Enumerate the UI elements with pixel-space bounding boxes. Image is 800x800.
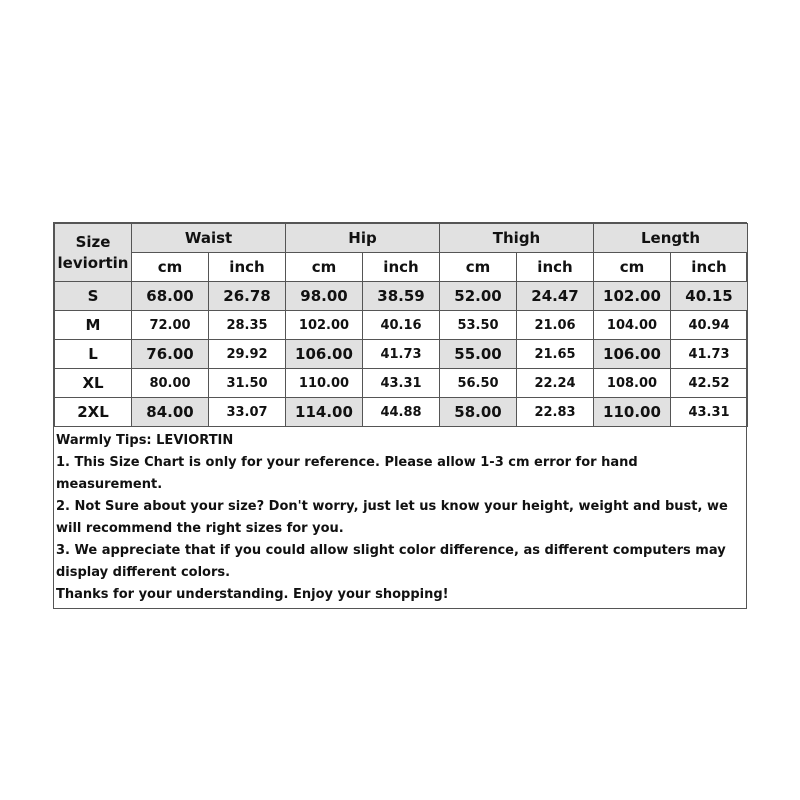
table-row [55, 340, 748, 369]
tips-title: Warmly Tips: LEVIORTIN [56, 433, 234, 448]
size-table [54, 223, 748, 427]
table-row [55, 311, 748, 340]
value-cell: 58.00 [440, 398, 517, 427]
size-cell: L [55, 340, 132, 369]
value-cell: 38.59 [363, 282, 440, 311]
table-row [55, 398, 748, 427]
group-header-waist: Waist [132, 224, 286, 253]
unit-header-cell: inch [671, 253, 748, 282]
value-cell: 84.00 [132, 398, 209, 427]
size-cell: S [55, 282, 132, 311]
value-cell: 72.00 [132, 311, 209, 340]
size-chart [53, 222, 747, 609]
value-cell: 114.00 [286, 398, 363, 427]
value-cell: 104.00 [594, 311, 671, 340]
tips-closing: Thanks for your understanding. Enjoy your shopping! [56, 587, 449, 602]
value-cell: 108.00 [594, 369, 671, 398]
table-row [55, 282, 748, 311]
value-cell: 41.73 [363, 340, 440, 369]
value-cell: 43.31 [671, 398, 748, 427]
value-cell: 24.47 [517, 282, 594, 311]
size-header-line1: Size [75, 232, 111, 251]
unit-header-cell: inch [517, 253, 594, 282]
value-cell: 43.31 [363, 369, 440, 398]
value-cell: 44.88 [363, 398, 440, 427]
size-cell: M [55, 311, 132, 340]
value-cell: 40.94 [671, 311, 748, 340]
value-cell: 106.00 [286, 340, 363, 369]
unit-header-cell: cm [286, 253, 363, 282]
size-cell: 2XL [55, 398, 132, 427]
value-cell: 22.83 [517, 398, 594, 427]
group-header-hip: Hip [286, 224, 440, 253]
value-cell: 40.16 [363, 311, 440, 340]
value-cell: 110.00 [286, 369, 363, 398]
table-row [55, 369, 748, 398]
value-cell: 56.50 [440, 369, 517, 398]
tip-line: 1. This Size Chart is only for your reference. Please allow 1-3 cm error for hand measurement. [56, 455, 638, 492]
value-cell: 31.50 [209, 369, 286, 398]
group-header-thigh: Thigh [440, 224, 594, 253]
value-cell: 42.52 [671, 369, 748, 398]
value-cell: 21.06 [517, 311, 594, 340]
size-header-line2: leviortin [57, 253, 129, 272]
value-cell: 98.00 [286, 282, 363, 311]
unit-header-row [55, 253, 748, 282]
value-cell: 33.07 [209, 398, 286, 427]
tips-box [54, 427, 746, 608]
value-cell: 52.00 [440, 282, 517, 311]
size-header-cell [55, 224, 132, 282]
value-cell: 76.00 [132, 340, 209, 369]
unit-header-cell: cm [594, 253, 671, 282]
size-cell: XL [55, 369, 132, 398]
value-cell: 102.00 [594, 282, 671, 311]
value-cell: 102.00 [286, 311, 363, 340]
value-cell: 53.50 [440, 311, 517, 340]
tip-line: 3. We appreciate that if you could allow slight color difference, as different computers may display different colors. [56, 543, 726, 580]
unit-header-cell: inch [363, 253, 440, 282]
group-header-length: Length [594, 224, 748, 253]
value-cell: 110.00 [594, 398, 671, 427]
value-cell: 28.35 [209, 311, 286, 340]
value-cell: 26.78 [209, 282, 286, 311]
value-cell: 106.00 [594, 340, 671, 369]
tip-line: 2. Not Sure about your size? Don't worry, just let us know your height, weight and bust, we will recommend the right sizes for you. [56, 499, 728, 536]
value-cell: 29.92 [209, 340, 286, 369]
value-cell: 80.00 [132, 369, 209, 398]
value-cell: 22.24 [517, 369, 594, 398]
value-cell: 21.65 [517, 340, 594, 369]
value-cell: 40.15 [671, 282, 748, 311]
group-header-row [55, 224, 748, 253]
value-cell: 68.00 [132, 282, 209, 311]
value-cell: 41.73 [671, 340, 748, 369]
unit-header-cell: inch [209, 253, 286, 282]
value-cell: 55.00 [440, 340, 517, 369]
unit-header-cell: cm [440, 253, 517, 282]
unit-header-cell: cm [132, 253, 209, 282]
